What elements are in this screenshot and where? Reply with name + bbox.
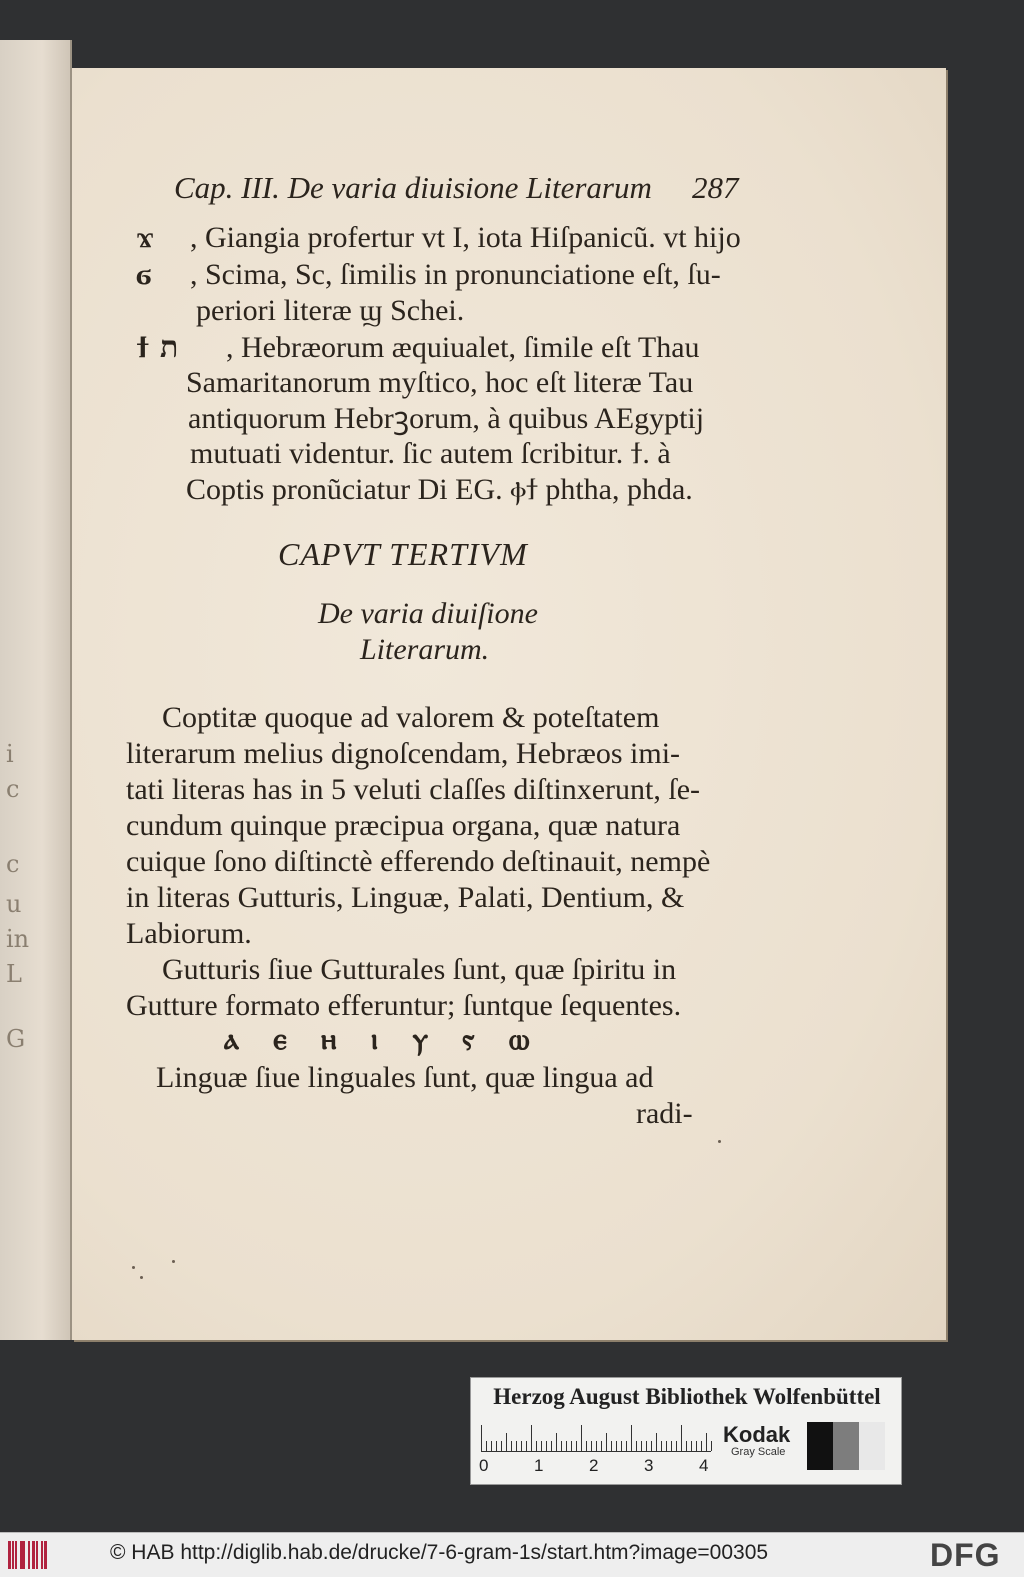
prev-page-mark: c	[6, 775, 20, 803]
prev-page-mark: i	[6, 740, 14, 768]
copyright-url[interactable]: © HAB http://diglib.hab.de/drucke/7-6-gram-1s/start.htm?image=00305	[110, 1541, 769, 1564]
paper-speck	[132, 1266, 135, 1269]
logo-bar	[28, 1541, 30, 1569]
prev-page-mark: G	[6, 1025, 26, 1053]
ruler-tick	[586, 1441, 587, 1451]
ruler-tick	[641, 1441, 642, 1451]
ruler-tick	[486, 1441, 487, 1451]
ruler-tick	[566, 1441, 567, 1451]
paragraph-line: Coptitæ quoque ad valorem & poteſtatem	[162, 701, 660, 734]
ruler-tick	[646, 1441, 647, 1451]
paragraph-line: Labiorum.	[126, 917, 252, 950]
gray-swatch-light	[859, 1422, 885, 1470]
text-line: mutuati videntur. ſic autem ſcribitur. ϯ. à	[190, 437, 671, 470]
dfg-logo: DFG	[930, 1537, 1001, 1573]
ruler-tick	[481, 1425, 482, 1451]
paper-speck	[140, 1276, 143, 1279]
ruler-tick	[676, 1441, 677, 1451]
ruler-tick	[606, 1433, 607, 1451]
logo-bar	[23, 1541, 25, 1569]
paragraph-line: cundum quinque præcipua organa, quæ natura	[126, 809, 681, 842]
coptic-glyph: ϯ ת	[136, 330, 179, 365]
ruler-tick	[706, 1433, 707, 1451]
paper-speck	[172, 1260, 175, 1263]
logo-bar	[12, 1541, 14, 1569]
hab-logo-icon	[8, 1541, 48, 1569]
ruler-tick	[576, 1441, 577, 1451]
text-line: , Giangia profertur vt I, iota Hiſpanicũ. vt hijo	[190, 221, 741, 254]
prev-page-mark: in	[6, 925, 30, 953]
ruler-tick	[516, 1441, 517, 1451]
logo-bar	[8, 1541, 11, 1569]
ruler-tick	[591, 1441, 592, 1451]
text-line: periori literæ ϣ Schei.	[196, 294, 465, 327]
gray-scale-label: Gray Scale	[731, 1446, 786, 1458]
gray-swatch-mid	[833, 1422, 859, 1470]
kodak-brand: Kodak	[723, 1422, 791, 1447]
ruler-tick	[696, 1441, 697, 1451]
ruler-tick	[631, 1425, 632, 1451]
paragraph-line: Gutturis ſiue Gutturales ſunt, quæ ſpiritu in	[162, 953, 677, 986]
logo-bar	[44, 1541, 47, 1569]
prev-page-mark: u	[6, 890, 22, 918]
ruler-number: 4	[699, 1456, 709, 1475]
ruler-tick	[601, 1441, 602, 1451]
prev-page-mark: c	[6, 850, 20, 878]
ruler-tick	[561, 1441, 562, 1451]
ruler-tick	[691, 1441, 692, 1451]
chapter-heading: CAPVT TERTIVM	[278, 536, 528, 572]
ruler-tick	[656, 1433, 657, 1451]
ruler-tick	[611, 1441, 612, 1451]
ruler-tick	[556, 1433, 557, 1451]
ruler-tick	[681, 1425, 682, 1451]
ruler-number: 1	[534, 1456, 544, 1475]
ruler-tick	[671, 1441, 672, 1451]
text-line: , Hebræorum æquiualet, ſimile eſt Thau	[226, 331, 700, 364]
ruler-tick	[506, 1433, 507, 1451]
ruler-tick	[511, 1441, 512, 1451]
text-line: Samaritanorum myſtico, hoc eſt literæ Tau	[186, 366, 694, 399]
logo-bar	[15, 1541, 17, 1569]
coptic-glyph: ϫ	[136, 220, 155, 255]
chapter-subtitle: Literarum.	[360, 633, 490, 666]
paragraph-line: Linguæ ſiue linguales ſunt, quæ lingua ad	[156, 1061, 654, 1094]
ruler-tick	[551, 1441, 552, 1451]
ruler-tick	[651, 1441, 652, 1451]
ruler-tick	[616, 1441, 617, 1451]
ruler-tick	[526, 1441, 527, 1451]
ruler-tick	[491, 1441, 492, 1451]
ruler-tick	[661, 1441, 662, 1451]
logo-bar	[32, 1541, 35, 1569]
logo-bar	[41, 1541, 43, 1569]
paper-speck	[718, 1140, 721, 1143]
ruler-tick	[501, 1441, 502, 1451]
paragraph-line: in literas Gutturis, Linguæ, Palati, Dentium, &	[126, 881, 685, 914]
ruler-tick	[571, 1441, 572, 1451]
ruler-tick	[711, 1441, 712, 1451]
ruler-tick	[596, 1441, 597, 1451]
ruler-tick	[521, 1441, 522, 1451]
paragraph-line: literarum melius dignoſcendam, Hebræos imi-	[126, 737, 681, 770]
ruler-number: 0	[479, 1456, 489, 1475]
library-label-card	[470, 1377, 902, 1485]
text-line: antiquorum Hebrꝫorum, à quibus AEgyptij	[188, 402, 705, 435]
ruler-tick	[496, 1441, 497, 1451]
footer-bar	[0, 1532, 1024, 1577]
prev-page-mark: L	[6, 960, 22, 988]
ruler-tick	[581, 1425, 582, 1451]
previous-page-edge	[0, 40, 72, 1340]
logo-bar	[36, 1541, 38, 1569]
gray-swatch-black	[807, 1422, 833, 1470]
coptic-letter-row: ⲁ ⲉ ⲏ ⲓ ⲩ ⲋ ⲱ	[224, 1022, 530, 1057]
paragraph-line: cuique ſono diſtinctè efferendo deſtinauit, nempè	[126, 845, 711, 878]
ruler-tick	[666, 1441, 667, 1451]
ruler-tick	[531, 1425, 532, 1451]
ruler-tick	[636, 1441, 637, 1451]
page-number: 287	[692, 170, 739, 205]
ruler-tick	[546, 1441, 547, 1451]
scale-ruler	[481, 1424, 711, 1452]
ruler-tick	[701, 1441, 702, 1451]
coptic-glyph: ϭ	[136, 257, 152, 292]
ruler-tick	[686, 1441, 687, 1451]
library-name: Herzog August Bibliothek Wolfenbüttel	[493, 1384, 881, 1409]
text-line: Coptis pronũciatur Di EG. ⲫϯ phtha, phda.	[186, 473, 693, 506]
ruler-number: 2	[589, 1456, 599, 1475]
book-page	[72, 68, 946, 1340]
ruler-tick	[541, 1441, 542, 1451]
text-line: , Scima, Sc, ſimilis in pronunciatione eſt, ſu-	[190, 258, 721, 291]
ruler-tick	[536, 1441, 537, 1451]
paragraph-line: Gutture formato efferuntur; ſuntque ſequentes.	[126, 989, 682, 1022]
running-head: Cap. III. De varia diuisione Literarum	[174, 170, 652, 205]
ruler-tick	[626, 1441, 627, 1451]
paragraph-line: tati literas has in 5 veluti claſſes diſtinxerunt, ſe-	[126, 773, 701, 806]
ruler-tick	[621, 1441, 622, 1451]
ruler-number: 3	[644, 1456, 654, 1475]
catchword: radi-	[636, 1097, 693, 1130]
chapter-subtitle: De varia diuiſione	[318, 597, 538, 630]
